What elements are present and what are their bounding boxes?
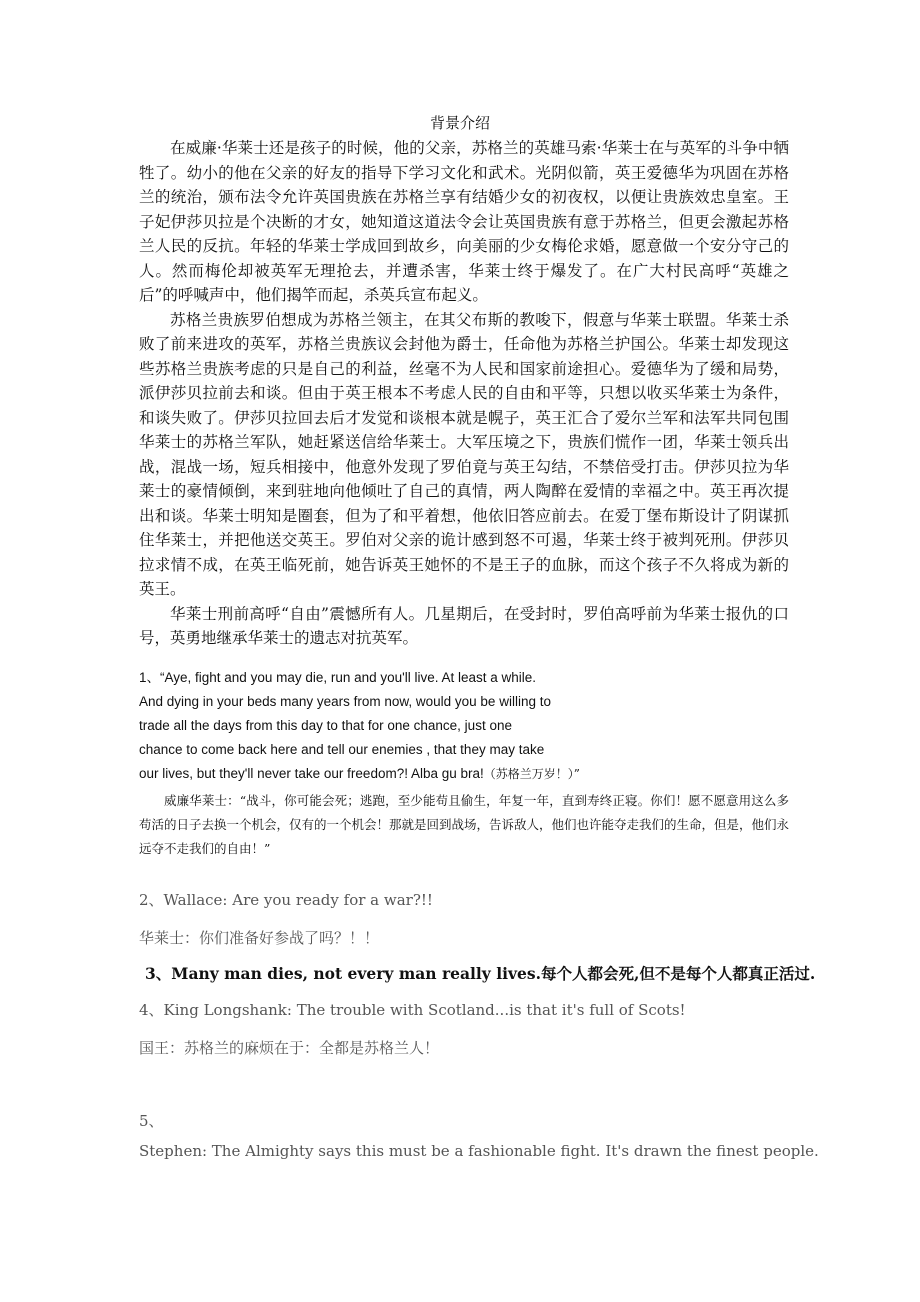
- quote-1-line: chance to come back here and tell our enemies , that they may take: [139, 742, 545, 757]
- quote-1-translation: 威廉华莱士：“战斗，你可能会死；逃跑，至少能苟且偷生，年复一年，直到寿终正寝。你们！愿不愿意用这么多苟活的日子去换一个机会，仅有的一个机会！那就是回到战场，告诉敌人，他们也许能夺走我们的生命，但是，他们永远夺不走我们的自由！”: [139, 793, 790, 856]
- quote-1-last-line: our lives, but they'll never take our freedom?! Alba gu bra!: [139, 766, 484, 781]
- quote-4-english: 4、King Longshank: The trouble with Scotland...is that it's full of Scots!: [139, 1001, 686, 1019]
- intro-paragraph: 华莱士刑前高呼“自由”震憾所有人。几星期后，在受封时，罗伯高呼前为华莱士报仇的口号，英勇地继承华莱士的遗志对抗英军。: [139, 604, 789, 647]
- intro-paragraph: 苏格兰贵族罗伯想成为苏格兰领主，在其父布斯的教唆下，假意与华莱士联盟。华莱士杀败了前来进攻的英军，苏格兰贵族议会封他为爵士，任命他为苏格兰护国公。华莱士却发现这些苏格兰贵族考虑的只是自己的利益，丝毫不为人民和国家前途担心。爱德华为了缓和局势，派伊莎贝拉前去和谈。但由于英王根本不考虑人民的自由和平等，只想以收买华莱士为条件，和谈失败了。伊莎贝拉回去后才发觉和谈根本就是幌子，英王汇合了爱尔兰军和法军共同包围华莱士的苏格兰军队，她赶紧送信给华莱士。大军压境之下，贵族们慌作一团，华莱士领兵出战，混战一场，短兵相接中，他意外发现了罗伯竟与英王勾结，不禁倍受打击。伊莎贝拉为华莱士的豪情倾倒，来到驻地向他倾吐了自己的真情，两人陶醉在爱情的幸福之中。英王再次提出和谈。华莱士明知是圈套，但为了和平着想，他依旧答应前去。在爱丁堡布斯设计了阴谋抓住华莱士，并把他送交英王。罗伯对父亲的诡计感到怒不可遏，华莱士终于被判死刑。伊莎贝拉求情不成，在英王临死前，她告诉英王她怀的不是王子的血脉，而这个孩子不久将成为新的英王。: [139, 310, 789, 598]
- quote-1: [139, 666, 799, 786]
- intro-paragraph: 在威廉·华莱士还是孩子的时候，他的父亲，苏格兰的英雄马索·华莱士在与英军的斗争中牺牲了。幼小的他在父亲的好友的指导下学习文化和武术。光阴似箭，英王爱德华为巩固在苏格兰的统治，颁布法令允许英国贵族在苏格兰享有结婚少女的初夜权，以便让贵族效忠皇室。王子妃伊莎贝拉是个决断的才女，她知道这道法令会让英国贵族有意于苏格兰，但更会激起苏格兰人民的反抗。年轻的华莱士学成回到故乡，向美丽的少女梅伦求婚，愿意做一个安分守己的人。然而梅伦却被英军无理抢去，并遭杀害，华莱士终于爆发了。在广大村民高呼“英雄之后”的呼喊声中，他们揭竿而起，杀英兵宣布起义。: [139, 139, 789, 304]
- quote-1-cn-note: （苏格兰万岁！）”: [483, 767, 580, 781]
- quote-1-line: And dying in your beds many years from now, would you be willing to: [139, 694, 551, 709]
- page-title: 背景介绍: [429, 114, 490, 132]
- quote-1-line: [139, 762, 799, 786]
- quote-2-english: 2、Wallace: Are you ready for a war?!!: [139, 891, 433, 909]
- intro-section: [139, 136, 789, 651]
- quote-5-english: Stephen: The Almighty says this must be a fashionable fight. It's drawn the finest people.: [139, 1142, 819, 1160]
- quote-5-number: 5、: [139, 1112, 164, 1130]
- quote-4-chinese: 国王：苏格兰的麻烦在于：全都是苏格兰人！: [139, 1039, 440, 1057]
- quote-1-line: 1、“Aye, fight and you may die, run and you'll live. At least a while.: [139, 670, 537, 685]
- quote-3: 3、Many man dies, not every man really lives.每个人都会死,但不是每个人都真正活过.: [145, 964, 816, 983]
- quote-2-chinese: 华莱士：你们准备好参战了吗？！！: [139, 929, 380, 947]
- quote-1-line: trade all the days from this day to that for one chance, just one: [139, 718, 512, 733]
